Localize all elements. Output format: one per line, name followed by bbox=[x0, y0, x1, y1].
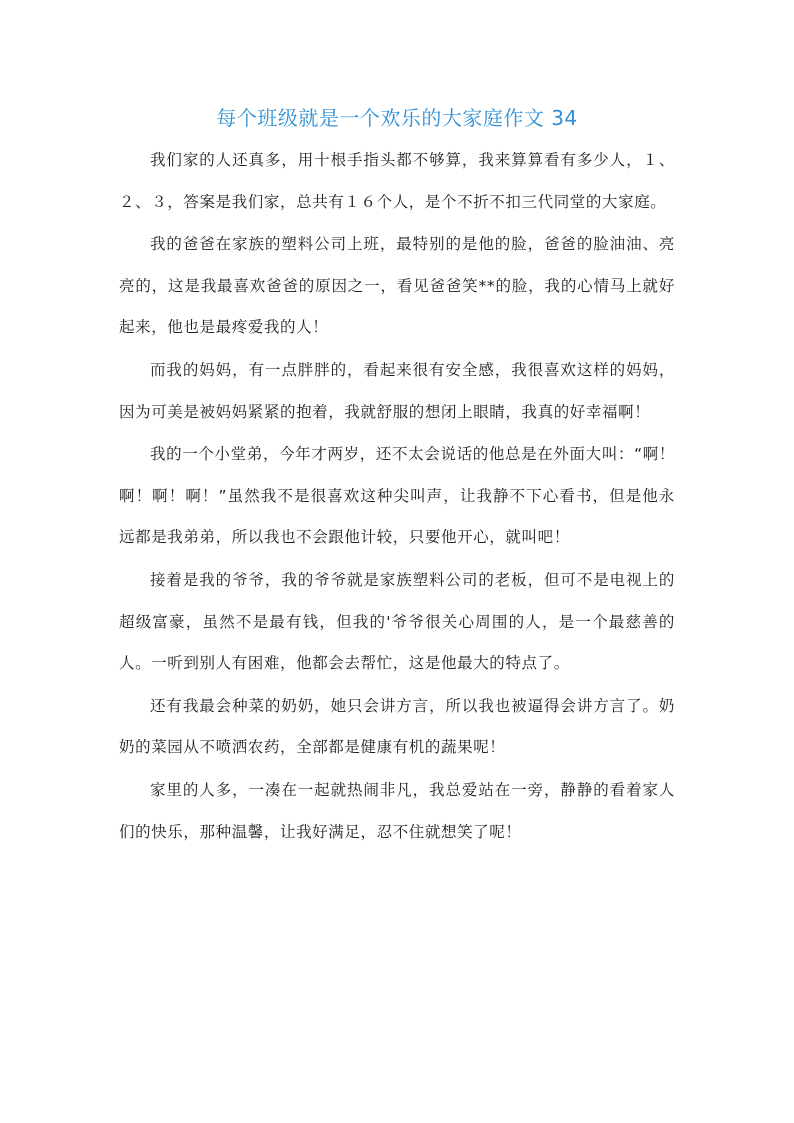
paragraph-3: 而我的妈妈，有一点胖胖的，看起来很有安全感，我很喜欢这样的妈妈，因为可美是被妈妈紧紧的抱着，我就舒服的想闭上眼睛，我真的好幸福啊！ bbox=[119, 360, 675, 421]
essay-body bbox=[119, 140, 675, 854]
paragraph-7: 家里的人多，一凑在一起就热闹非凡，我总爱站在一旁，静静的看着家人们的快乐，那种温馨，让我好满足，忍不住就想笑了呢！ bbox=[119, 780, 675, 841]
paragraph-4: 我的一个小堂弟，今年才两岁，还不太会说话的他总是在外面大叫：“啊！啊！啊！啊！”虽然我不是很喜欢这种尖叫声，让我静不下心看书，但是他永远都是我弟弟，所以我也不会跟他计较，只要他开心，就叫吧！ bbox=[119, 445, 675, 547]
page-title: 每个班级就是一个欢乐的大家庭作文 34 bbox=[216, 106, 578, 130]
paragraph-2: 我的爸爸在家族的塑料公司上班，最特别的是他的脸，爸爸的脸油油、亮亮的，这是我最喜欢爸爸的原因之一，看见爸爸笑**的脸，我的心情马上就好起来，他也是最疼爱我的人！ bbox=[119, 235, 675, 337]
paragraph-1: 我们家的人还真多，用十根手指头都不够算，我来算算看有多少人，１、２、３，答案是我们家，总共有１６个人，是个不折不扣三代同堂的大家庭。 bbox=[119, 151, 675, 211]
paragraph-6: 还有我最会种菜的奶奶，她只会讲方言，所以我也被逼得会讲方言了。奶奶的菜园从不喷洒农药，全部都是健康有机的蔬果呢！ bbox=[119, 696, 675, 757]
paragraph-5: 接着是我的爷爷，我的爷爷就是家族塑料公司的老板，但可不是电视上的超级富豪，虽然不是最有钱，但我的'爷爷很关心周围的人，是一个最慈善的人。一听到别人有困难，他都会去帮忙，这是他最大的特点了。 bbox=[119, 570, 675, 673]
